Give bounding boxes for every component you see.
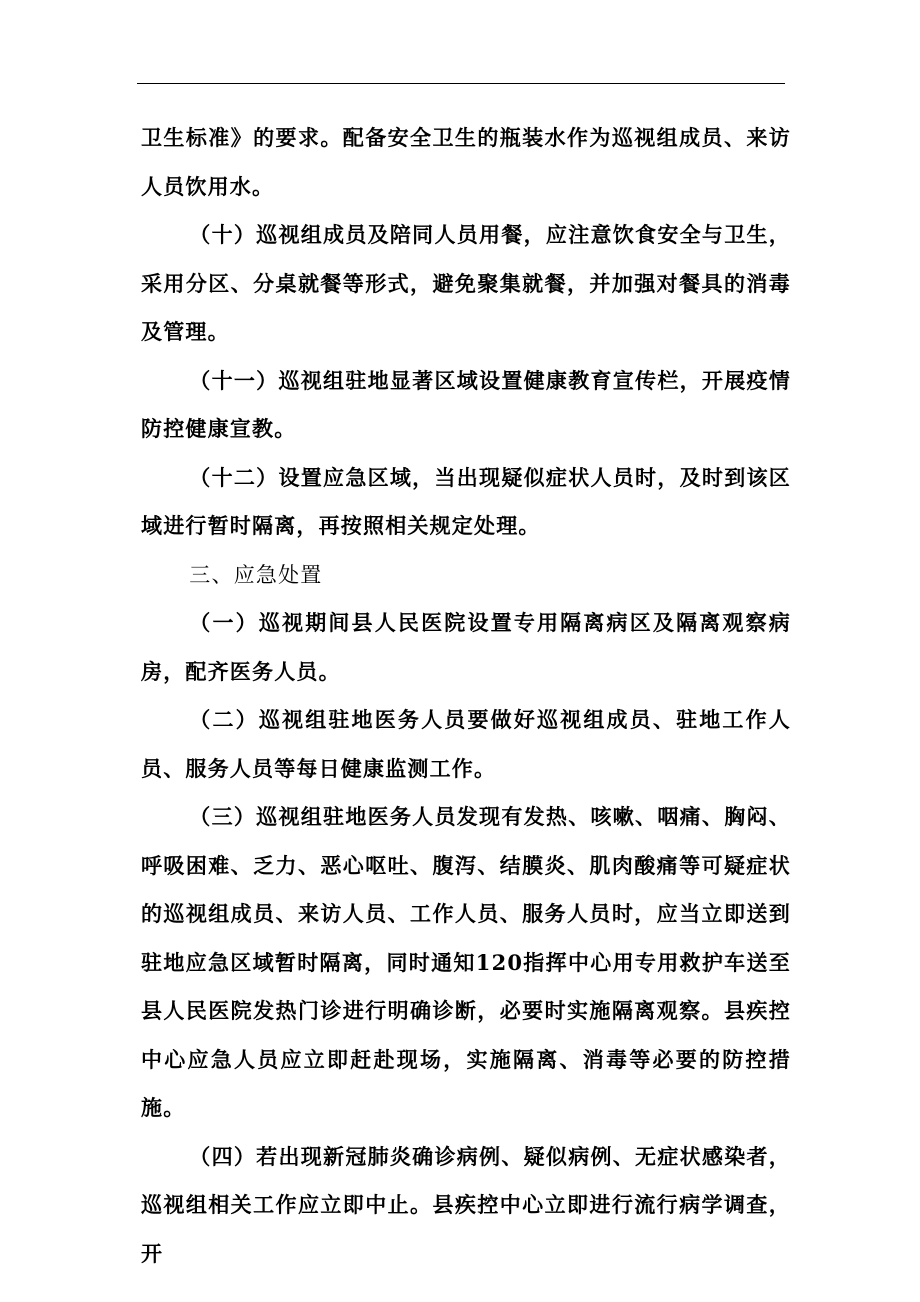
paragraph-item-12: （十二）设置应急区域，当出现疑似症状人员时，及时到该区域进行暂时隔离，再按照相关规定处理。 [141,464,791,538]
document-body [141,114,791,1278]
header-rule [137,83,785,84]
paragraph-item-10: （十）巡视组成员及陪同人员用餐，应注意饮食安全与卫生，采用分区、分桌就餐等形式，避免聚集就餐，并加强对餐具的消毒及管理。 [141,222,791,344]
paragraph-emergency-1: （一）巡视期间县人民医院设置专用隔离病区及隔离观察病房，配齐医务人员。 [141,610,791,684]
paragraph-emergency-2: （二）巡视组驻地医务人员要做好巡视组成员、驻地工作人员、服务人员等每日健康监测工作。 [141,707,791,781]
paragraph-emergency-3: （三）巡视组驻地医务人员发现有发热、咳嗽、咽痛、胸闷、呼吸困难、乏力、恶心呕吐、腹泻、结膜炎、肌肉酸痛等可疑症状的巡视组成员、来访人员、工作人员、服务人员时，应当立即送到驻地应急区域暂时隔离，同时通知120指挥中心用专用救护车送至县人民医院发热门诊进行明确诊断，必要时实施隔离观察。县疾控中心应急人员应立即赶赴现场，实施隔离、消毒等必要的防控措施。 [141,804,791,1120]
paragraph-emergency-4: （四）若出现新冠肺炎确诊病例、疑似病例、无症状感染者，巡视组相关工作应立即中止。县疾控中心立即进行流行病学调查，开 [141,1143,791,1266]
paragraph-continuation: 卫生标准》的要求。配备安全卫生的瓶装水作为巡视组成员、来访人员饮用水。 [141,125,791,199]
paragraph-item-11: （十一）巡视组驻地显著区域设置健康教育宣传栏，开展疫情防控健康宣教。 [141,367,791,441]
section-heading-emergency: 三、应急处置 [189,562,323,587]
